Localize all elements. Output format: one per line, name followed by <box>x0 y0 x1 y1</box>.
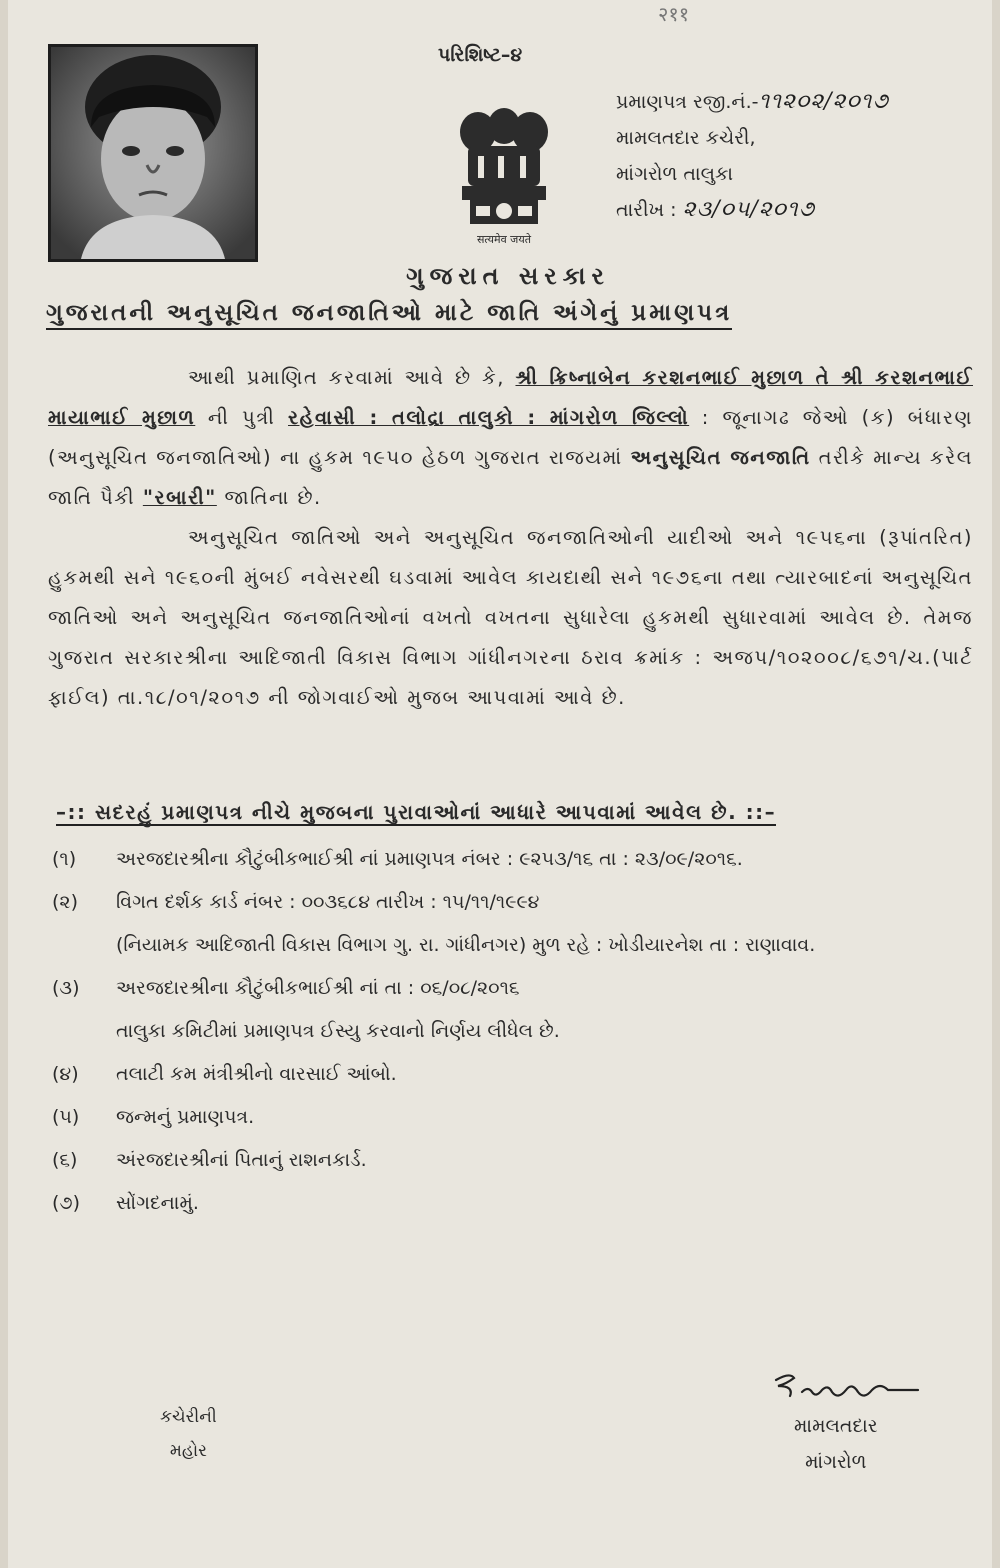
para2-text: અનુસૂચિત જાતિઓ અને અનુસૂચિત જનજાતિઓની યાદીઓ અને ૧૯૫૬ના (રૂપાંતરિત) હુકમથી સને ૧૯૬૦ની મુંબઈ નવેસરથી ઘડવામાં આવેલ કાયદાથી સને ૧૯૭૬ના તથા ત્યારબાદનાં અનુસૂચિત જાતિઓ અને અનુસૂચિત જનજાતિઓનાં વખતો વખતના સુધારેલા હુકમથી સુધારવામાં આવેલ છે. તેમજ ગુજરાત સરકારશ્રીના આદિજાતી વિકાસ વિભાગ ગાંધીનગરના ઠરાવ ક્રમાંક : અજપ/૧૦૨૦૦૮/૬૭૧/ચ.(પાર્ટ ફાઈલ) તા.૧૮/૦૧/૨૦૧૭ ની જોગવાઈઓ મુજબ આપવામાં આવે છે. <box>48 526 973 709</box>
date-value: ૨૩/૦૫/૨૦૧૭ <box>682 197 815 222</box>
cert-reg-label: પ્રમાણપત્ર રજી.નં.- <box>616 91 759 113</box>
seal-line-2: મહોર <box>169 1441 207 1461</box>
para1-text-4: તરીકે માન્ય કરેલ જાતિ પૈકી <box>48 446 974 509</box>
item-number: (૧) <box>52 848 77 870</box>
certificate-title: ગુજરાતની અનુસૂચિત જનજાતિઓ માટે જાતિ અંગેનું પ્રમાણપત્ર <box>46 300 732 330</box>
item-number: (૭) <box>52 1192 81 1214</box>
officer-place: માંગરોળ <box>805 1451 867 1473</box>
para1-text-3: : જૂનાગઢ જેઓ (ક) બંધારણ (અનુસૂચિત જનજાતિઓ) ના હુકમ ૧૯૫૦ હેઠળ ગુજરાત રાજયમાં <box>48 406 973 469</box>
item-subtext: (નિયામક આદિજાતી વિકાસ વિભાગ ગુ. રા. ગાંધીનગર) મુળ રહે : ખોડીયારનેશ તા : રાણાવાવ. <box>116 934 816 956</box>
certificate-meta <box>616 84 889 228</box>
item-text: જન્મનું પ્રમાણપત્ર. <box>116 1106 255 1128</box>
list-item <box>52 967 982 1010</box>
seal-line-1: કચેરીની <box>160 1407 217 1427</box>
item-text: વિગત દર્શક કાર્ડ નંબર : ૦૦૩૬૮૪ તારીખ : ૧૫/૧૧/૧૯૯૪ <box>116 891 540 913</box>
residence: રહેવાસી : તલોદ્રા તાલુકો : માંગરોળ જિલ્લો <box>288 406 690 429</box>
list-item <box>52 1053 982 1096</box>
item-text: અરજદારશ્રીના કૌટુંબીકભાઈશ્રી નાં તા : ૦૬/૦૮/૨૦૧૬ <box>116 977 520 999</box>
list-item <box>52 881 982 924</box>
item-subtext: તાલુકા કમિટીમાં પ્રમાણપત્ર ઈસ્યુ કરવાનો નિર્ણય લીધેલ છે. <box>116 1020 560 1042</box>
proofs-list <box>52 838 982 1225</box>
office-seal-label <box>160 1400 217 1468</box>
item-number: (૩) <box>52 977 80 999</box>
list-item <box>52 1096 982 1139</box>
proofs-heading: –:: સદરહું પ્રમાણપત્ર નીચે મુજબના પુરાવાઓનાં આધારે આપવામાં આવેલ છે. ::– <box>56 800 777 824</box>
para1-text-2: ની પુત્રી <box>195 406 288 429</box>
list-item <box>52 838 982 881</box>
list-item <box>52 1182 982 1225</box>
item-number: (૪) <box>52 1063 79 1085</box>
national-emblem-icon <box>448 98 560 248</box>
officer-title: મામલતદાર <box>794 1415 878 1437</box>
certificate-body <box>48 358 973 718</box>
applicant-photo <box>48 44 258 262</box>
para1-text-1: આથી પ્રમાણિત કરવામાં આવે છે કે, <box>188 366 516 389</box>
item-text: અંરજદારશ્રીનાં પિતાનું રાશનકાર્ડ. <box>116 1149 367 1171</box>
list-item <box>52 1139 982 1182</box>
item-text: અરજદારશ્રીના કૌટુંબીકભાઈશ્રી નાં પ્રમાણપત્ર નંબર : ૯૨૫૩/૧૬ તા : ૨૩/૦૯/૨૦૧૬. <box>116 848 743 870</box>
item-number: (૫) <box>52 1106 80 1128</box>
date-label: તારીખ : <box>616 199 677 221</box>
item-number: (૨) <box>52 891 78 913</box>
government-title: ગુજરાત સરકાર <box>406 262 610 290</box>
item-number: (૬) <box>52 1149 78 1171</box>
annex-label: પરિશિષ્ટ–૪ <box>438 44 523 66</box>
scheduled-tribe-label: અનુસૂચિત જનજાતિ <box>630 446 811 469</box>
para1-text-5: જાતિના છે. <box>216 486 322 509</box>
paragraph-2 <box>48 518 973 718</box>
office-name: મામલતદાર કચેરી, <box>616 127 756 149</box>
caste-name: "રબારી" <box>142 486 217 509</box>
applicant-name: શ્રી ક્રિષ્નાબેન કરશનભાઈ મુછાળ તે શ્રી કરશનભાઈ માયાભાઈ મુછાળ <box>48 366 973 429</box>
emblem-motto: सत्यमेव जयते <box>476 233 531 246</box>
cert-reg-value: ૧૧૨૦૨/૨૦૧૭ <box>758 89 889 114</box>
signature-icon <box>768 1368 928 1408</box>
item-text: સોંગદનામું. <box>116 1192 199 1214</box>
item-text: તલાટી કમ મંત્રીશ્રીનો વારસાઈ આંબો. <box>116 1063 397 1085</box>
date-line <box>616 192 889 228</box>
officer-block <box>794 1408 878 1480</box>
cert-reg-line <box>616 84 889 120</box>
taluka-name: માંગરોળ તાલુકા <box>616 163 734 185</box>
certificate-sheet <box>8 0 992 1568</box>
top-handwritten-mark: २११ <box>658 2 690 26</box>
paragraph-1 <box>48 358 973 518</box>
